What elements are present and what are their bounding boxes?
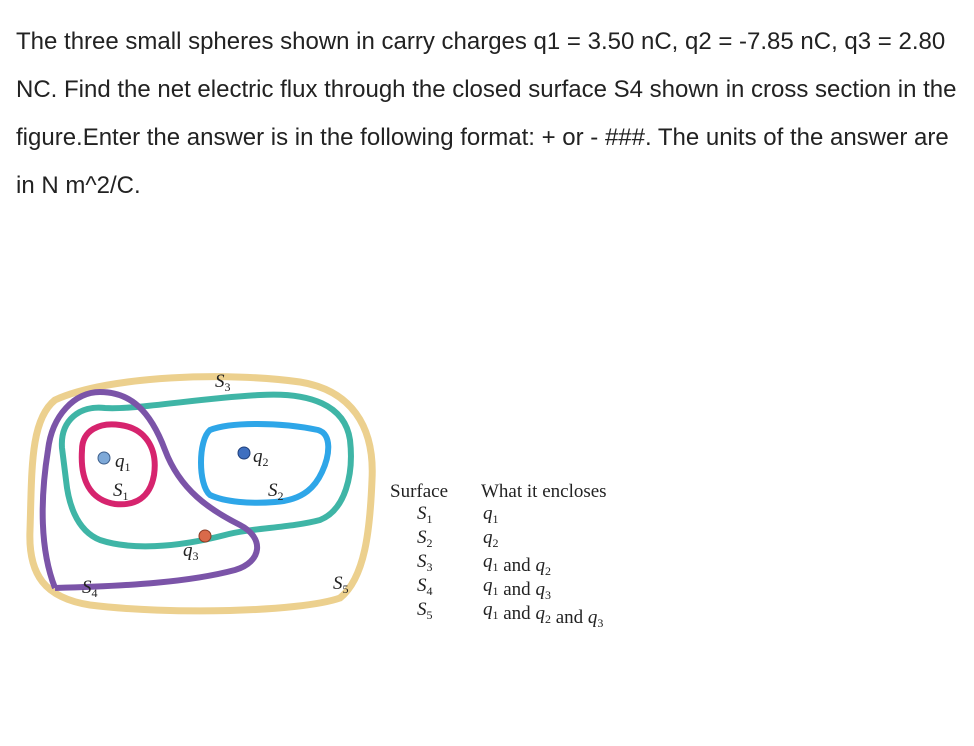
label-s2: $S_2$ bbox=[268, 480, 284, 503]
charge-q2-sphere bbox=[238, 447, 250, 459]
charge-q1-sphere bbox=[98, 452, 110, 464]
question-text: The three small spheres shown in carry charges q1 = 3.50 nC, q2 = -7.85 nC, q3 = 2.80 NC. Find the net electric flux through the closed surface S4 shown in cross section in the figure.Enter the answer is in the following format: + or - ###. The units of the answer are in N m^2/C. bbox=[16, 28, 957, 199]
table-cell-encloses: $q_2$ bbox=[483, 527, 499, 550]
gauss-surfaces-figure bbox=[0, 350, 974, 650]
label-q3: $q_3$ bbox=[183, 540, 199, 563]
table-cell-encloses: $q_1$ and $q_3$ bbox=[483, 575, 551, 602]
charge-q3-sphere bbox=[199, 530, 211, 542]
figure-svg bbox=[0, 350, 974, 650]
table-cell-encloses: $q_1$ and $q_2$ and $q_3$ bbox=[483, 599, 604, 630]
table-cell-surface: $S_4$ bbox=[417, 575, 433, 598]
label-s3: $S_3$ bbox=[215, 371, 231, 394]
label-q1: $q_1$ bbox=[115, 451, 131, 474]
table-cell-surface: $S_1$ bbox=[417, 503, 433, 526]
label-s4: $S_4$ bbox=[82, 577, 98, 600]
table-cell-encloses: $q_1$ bbox=[483, 503, 499, 526]
table-header-surface: Surface bbox=[390, 481, 449, 502]
table-cell-encloses: $q_1$ and $q_2$ bbox=[483, 551, 551, 578]
table-cell-surface: $S_5$ bbox=[417, 599, 433, 622]
table-header-encloses: What it encloses bbox=[481, 481, 607, 502]
table-rows bbox=[417, 503, 603, 630]
label-q2: $q_2$ bbox=[253, 446, 269, 469]
table-cell-surface: $S_2$ bbox=[417, 527, 433, 550]
surface-s3-curve bbox=[62, 395, 351, 547]
table-cell-surface: $S_3$ bbox=[417, 551, 433, 574]
label-s5: $S_5$ bbox=[333, 573, 349, 596]
label-s1: $S_1$ bbox=[113, 480, 129, 503]
